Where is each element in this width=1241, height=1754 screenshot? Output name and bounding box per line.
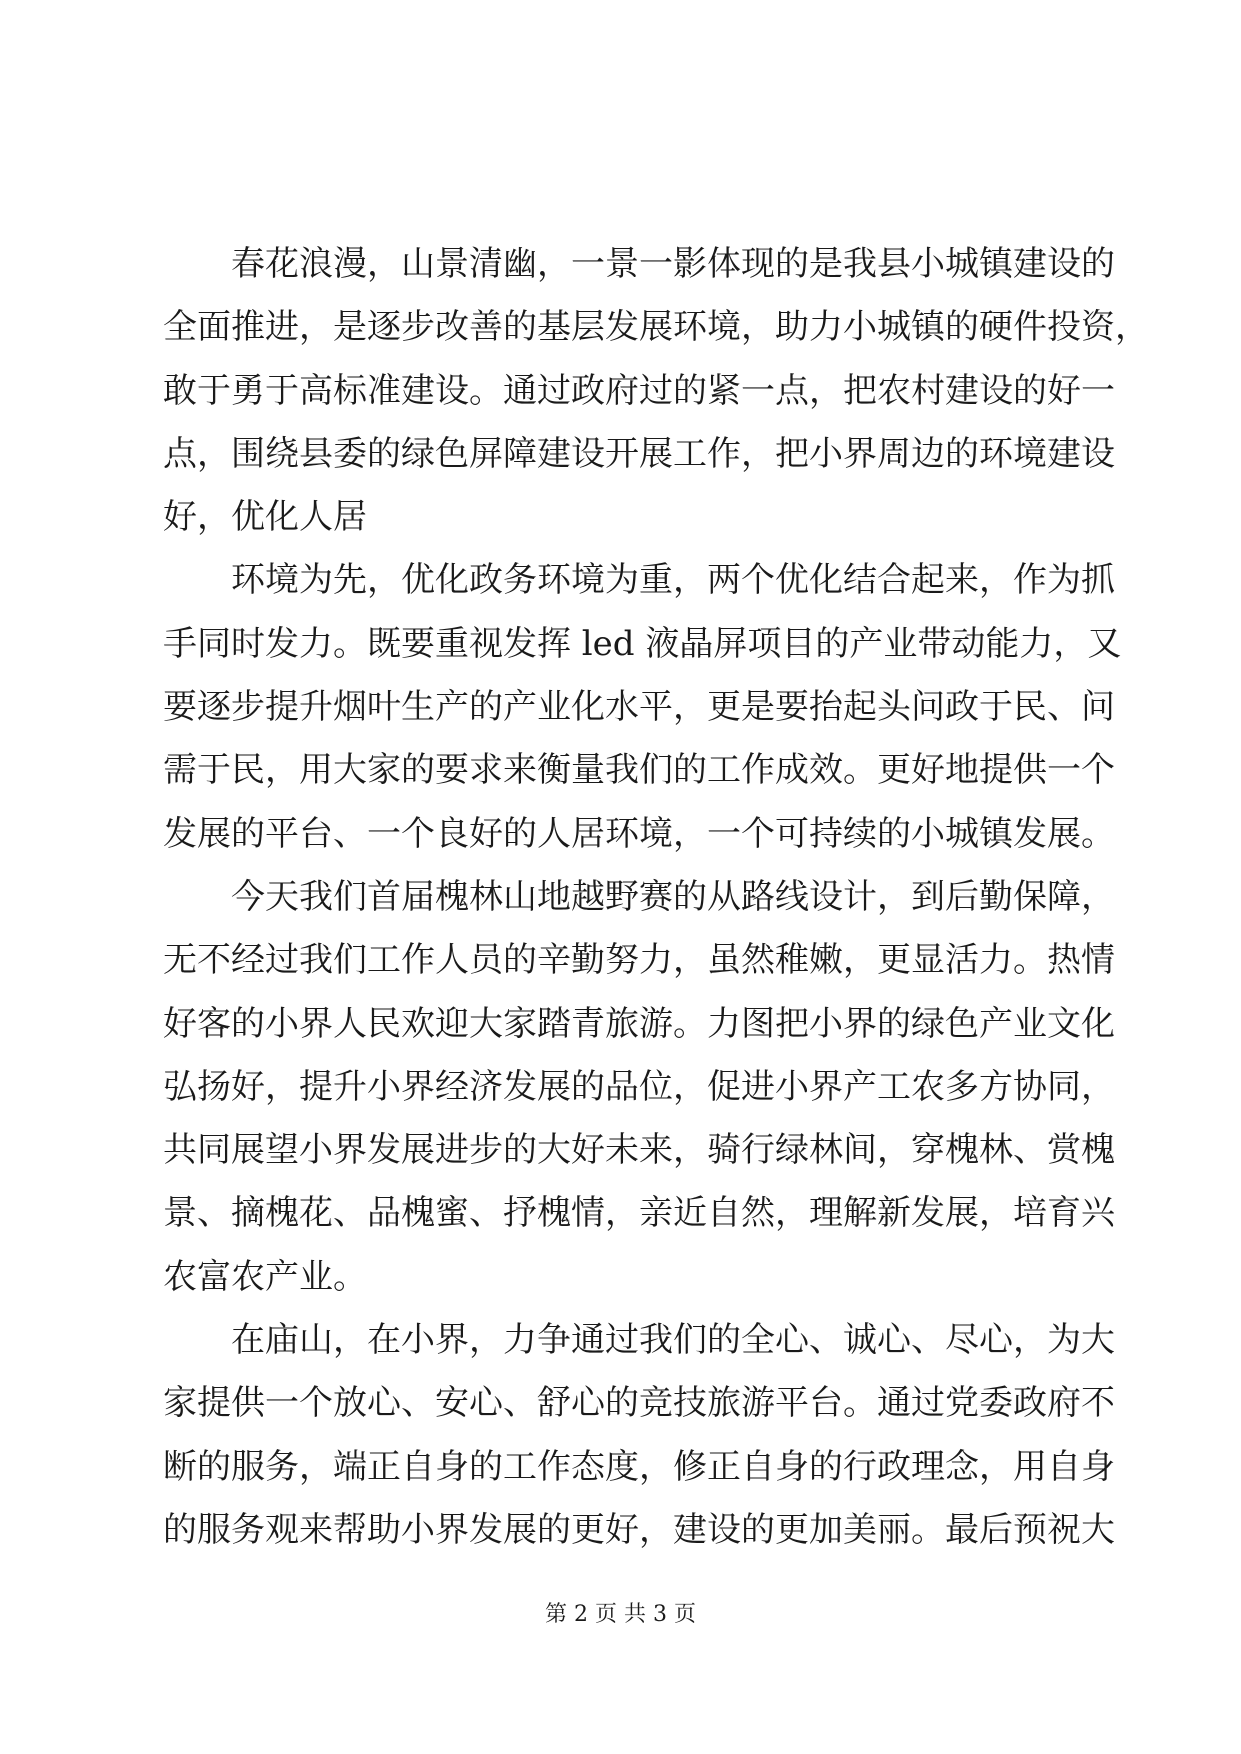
text-line: 共同展望小界发展进步的大好未来，骑行绿林间，穿槐林、赏槐 [163,1130,1115,1171]
text-line: 发展的平台、一个良好的人居环境，一个可持续的小城镇发展。 [163,813,1115,854]
paragraph-1 [163,233,1149,549]
paragraph-3 [163,866,1115,1309]
text-line: 弘扬好，提升小界经济发展的品位，促进小界产工农多方协同， [163,1066,1115,1107]
text-line: 环境为先，优化政务环境为重，两个优化结合起来，作为抓 [231,560,1115,601]
text-line: 手同时发力。既要重视发挥 led 液晶屏项目的产业带动能力，又 [163,623,1122,664]
text-line: 好，优化人居 [163,497,367,538]
text-line: 的服务观来帮助小界发展的更好，建设的更加美丽。最后预祝大 [163,1509,1115,1550]
text-line: 断的服务，端正自身的工作态度，修正自身的行政理念，用自身 [163,1446,1115,1487]
text-line: 今天我们首届槐林山地越野赛的从路线设计，到后勤保障， [231,876,1115,917]
paragraph-2 [163,549,1122,865]
text-line: 景、摘槐花、品槐蜜、抒槐情，亲近自然，理解新发展，培育兴 [163,1193,1115,1234]
text-line: 在庙山，在小界，力争通过我们的全心、诚心、尽心，为大 [231,1320,1115,1361]
text-line: 全面推进，是逐步改善的基层发展环境，助力小城镇的硬件投资， [163,307,1149,348]
text-line: 点，围绕县委的绿色屏障建设开展工作，把小界周边的环境建设 [163,433,1115,474]
text-line: 要逐步提升烟叶生产的产业化水平，更是要抬起头问政于民、问 [163,687,1115,728]
text-line: 无不经过我们工作人员的辛勤努力，虽然稚嫩，更显活力。热情 [163,940,1115,981]
text-line: 好客的小界人民欢迎大家踏青旅游。力图把小界的绿色产业文化 [163,1003,1115,1044]
text-line: 敢于勇于高标准建设。通过政府过的紧一点，把农村建设的好一 [163,370,1115,411]
text-line: 需于民，用大家的要求来衡量我们的工作成效。更好地提供一个 [163,750,1115,791]
page-number-footer: 第 2 页 共 3 页 [545,1602,696,1627]
text-line: 农富农产业。 [163,1256,367,1297]
text-line: 春花浪漫，山景清幽，一景一影体现的是我县小城镇建设的 [231,244,1115,284]
text-line: 家提供一个放心、安心、舒心的竞技旅游平台。通过党委政府不 [163,1383,1115,1424]
paragraph-4 [163,1309,1115,1562]
document-body [163,233,1149,1562]
